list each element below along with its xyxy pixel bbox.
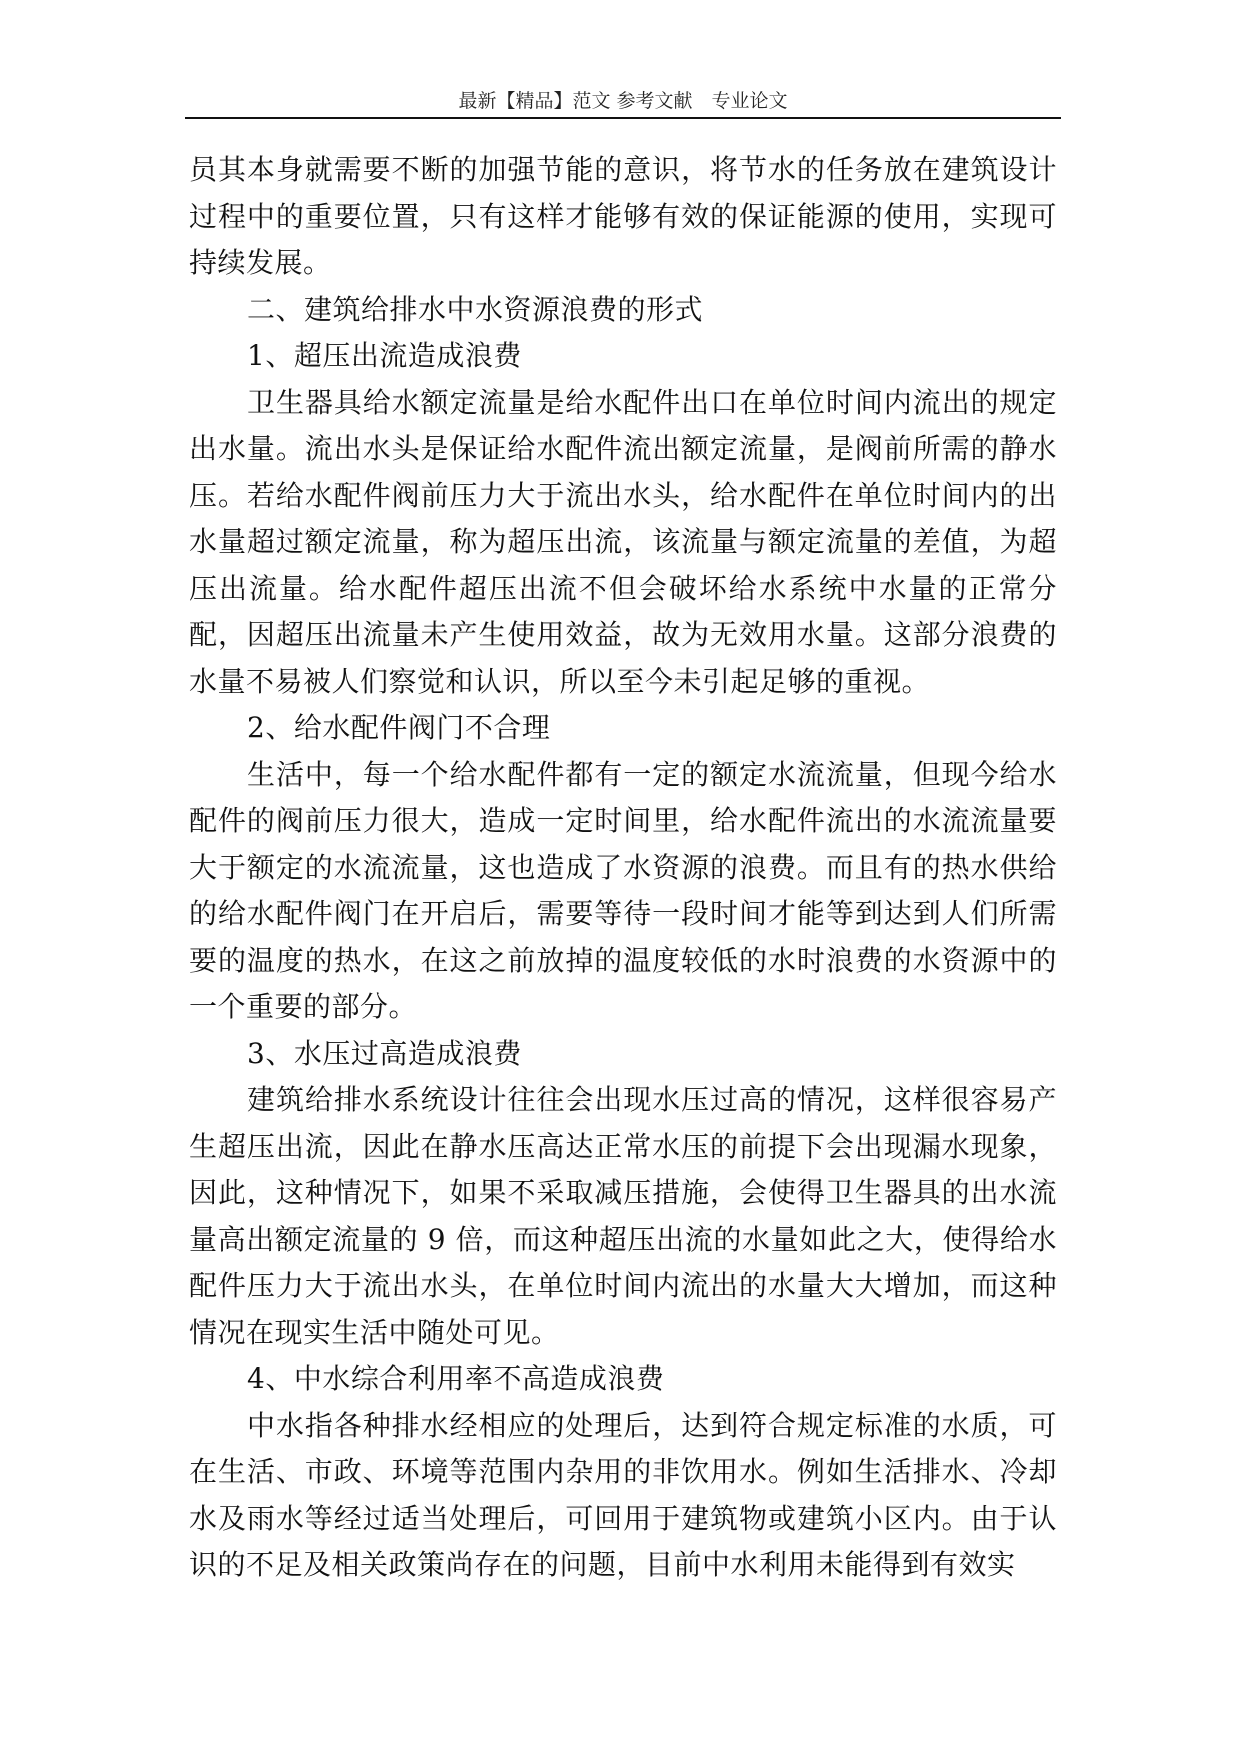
header-divider xyxy=(185,117,1061,119)
subsection-heading-1: 1、超压出流造成浪费 xyxy=(247,339,522,372)
subsection-heading-3: 3、水压过高造成浪费 xyxy=(247,1036,522,1070)
paragraph-continuation: 员其本身就需要不断的加强节能的意识，将节水的任务放在建筑设计过程中的重要位置，只有这样才能够有效的保证能源的使用，实现可持续发展。 xyxy=(189,153,1057,279)
paragraph: 建筑给排水系统设计往往会出现水压过高的情况，这样很容易产生超压出流，因此在静水压高达正常水压的前提下会出现漏水现象，因此，这种情况下，如果不采取减压措施，会使得卫生器具的出水流量高出额定流量的 9 倍，而这种超压出流的水量如此之大，使得给水配件压力大于流出水头，在单位时间内流出的水量大大增加，而这种情况在现实生活中随处可见。 xyxy=(189,1083,1057,1349)
paragraph: 中水指各种排水经相应的处理后，达到符合规定标准的水质，可在生活、市政、环境等范围内杂用的非饮用水。例如生活排水、冷却水及雨水等经过适当处理后，可回用于建筑物或建筑小区内。由于认识的不足及相关政策尚存在的问题，目前中水利用未能得到有效实 xyxy=(189,1408,1057,1581)
section-heading: 二、建筑给排水中水资源浪费的形式 xyxy=(247,292,704,326)
paragraph: 生活中，每一个给水配件都有一定的额定水流流量，但现今给水配件的阀前压力很大，造成一定时间里，给水配件流出的水流流量要大于额定的水流流量，这也造成了水资源的浪费。而且有的热水供给的给水配件阀门在开启后，需要等待一段时间才能等到达到人们所需要的温度的热水，在这之前放掉的温度较低的水时浪费的水资源中的一个重要的部分。 xyxy=(189,757,1057,1023)
document-body xyxy=(189,147,1057,1589)
subsection-heading-4: 4、中水综合利用率不高造成浪费 xyxy=(247,1362,665,1395)
paragraph: 卫生器具给水额定流量是给水配件出口在单位时间内流出的规定出水量。流出水头是保证给水配件流出额定流量，是阀前所需的静水压。若给水配件阀前压力大于流出水头，给水配件在单位时间内的出水量超过额定流量，称为超压出流，该流量与额定流量的差值，为超压出流量。给水配件超压出流不但会破坏给水系统中水量的正常分配，因超压出流量未产生使用效益，故为无效用水量。这部分浪费的水量不易被人们察觉和认识，所以至今未引起足够的重视。 xyxy=(189,385,1057,698)
page-header: 最新【精品】范文 参考文献 专业论文 xyxy=(458,90,788,112)
subsection-heading-2: 2、给水配件阀门不合理 xyxy=(247,711,551,744)
